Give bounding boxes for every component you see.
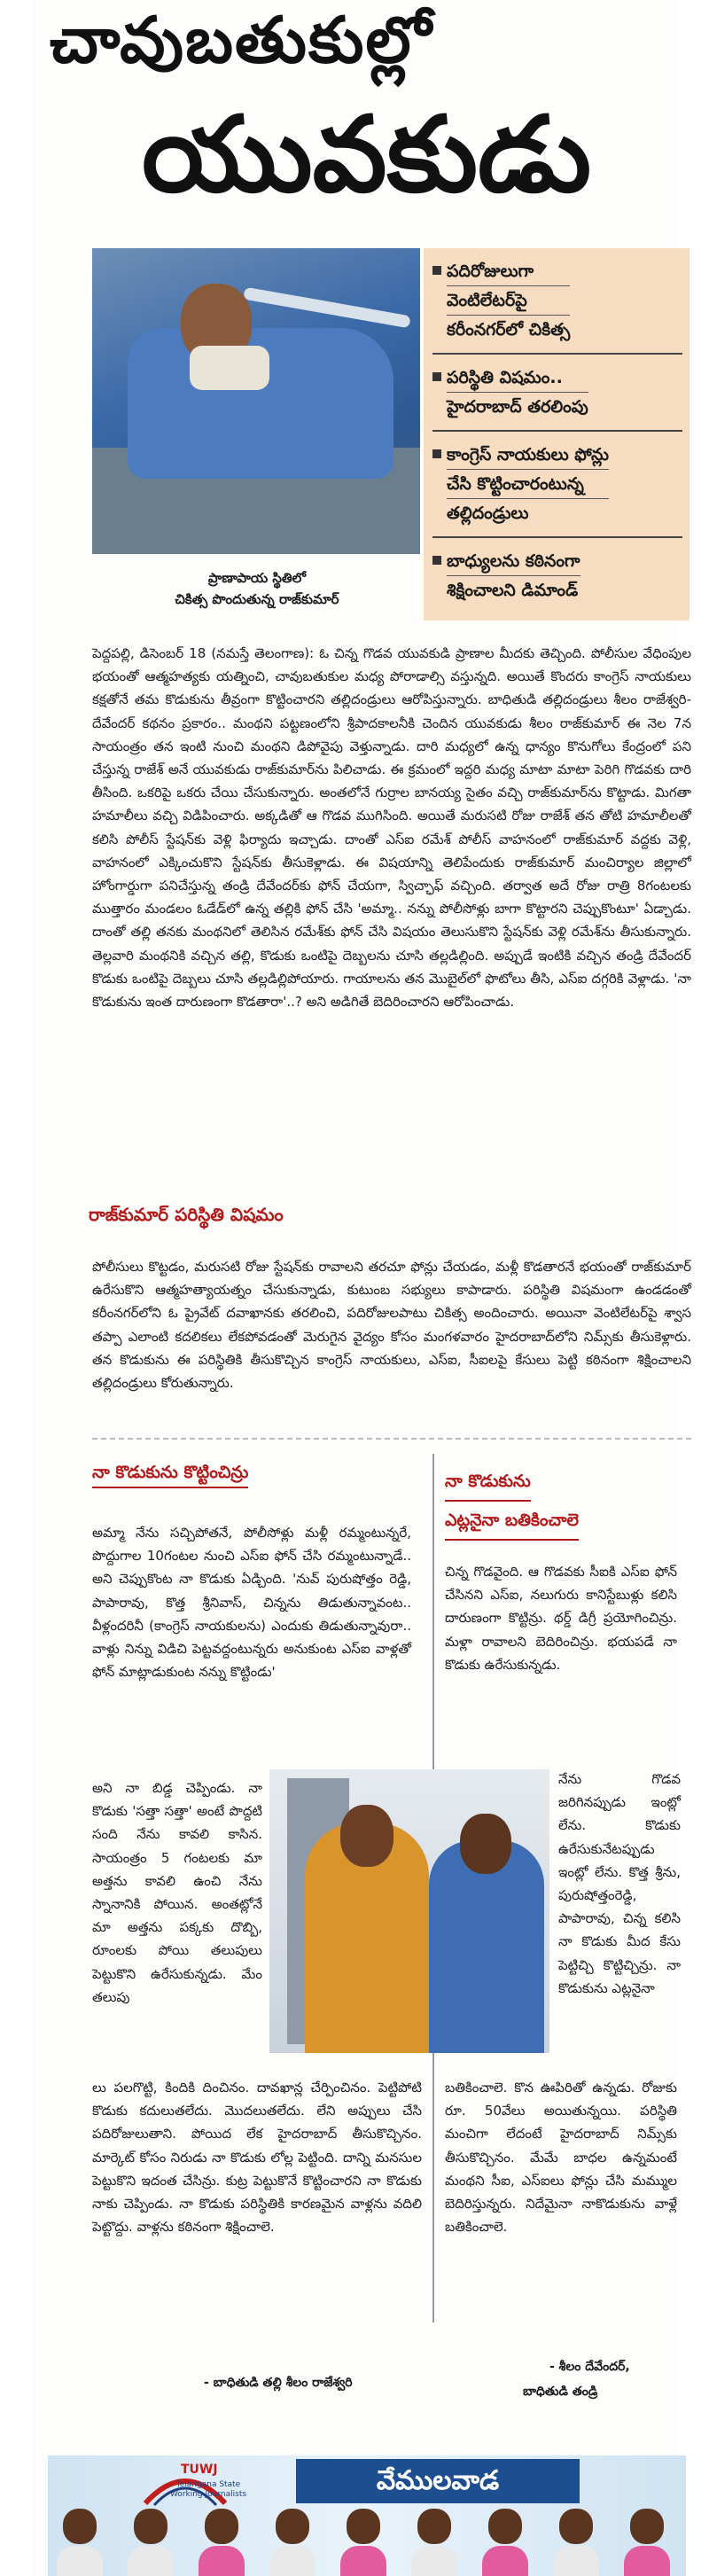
mother-signature: - బాధితుడి తల్లి శీలం రాజేశ్వరి: [204, 2376, 353, 2390]
patient-photo: [92, 248, 420, 554]
divider: [432, 353, 682, 355]
father-signature-role: బాధితుడి తండ్రి: [523, 2385, 598, 2399]
highlight-line: పరిస్థితి విషమం..: [447, 363, 588, 393]
footer-banner: [48, 2455, 686, 2576]
highlight-item: [432, 441, 682, 527]
highlight-item: [432, 547, 682, 605]
highlights-box: [424, 248, 690, 621]
mother-quote-text-mid: అని నా బిడ్డ చెప్పిండు. నా కొడుకు 'సత్తా సత్తా' అంటే పొద్దటి సంది నేను కావలి కాసిన. సాయంత్రం 5 గంటలకు మా అత్తను కావలి ఉంచి నేను స్నానానికి పోయిన. అంతట్లోనే మా అత్తను పక్కకు దొబ్బి, రూంలకు పోయి తలుపులు పెట్టుకొని ఉరేసుకున్నడు. మేం తలుపు: [92, 1780, 262, 2005]
person: [624, 2509, 670, 2576]
bullet-square-icon: [432, 449, 441, 458]
photo-caption-line-2: చికిత్స పొందుతున్న రాజ్‌కుమార్: [175, 591, 339, 607]
photo-caption: [124, 567, 390, 610]
father-quote-heading-line: నా కొడుకును: [445, 1463, 531, 1502]
article-body-second: పోలీసులు కొట్టడం, మరుసటి రోజు స్టేషన్‌కు రావాలని తరచూ ఫోన్లు చేయడం, మళ్లీ కొడతారనే భయంతో రాజ్‌కుమార్ ఉరేసుకొని ఆత్మహత్యాయత్నం చేసుకున్నాడు, కుటుంబ సభ్యులు కాపాడారు. పరిస్థితి విషమంగా ఉండడంతో కరీంనగర్‌లోని ఓ ప్రైవేట్ దవాఖానకు తరలించి, పదిరోజులపాటు చికిత్స అందించారు. అయినా వెంటిలేటర్‌పై శ్వాస తప్పా ఎలాంటి కదలికలు లేకపోవడంతో మెరుగైన వైద్యం కోసం మంగళవారం హైదరాబాద్‌లోని నిమ్స్‌కు తీసుకెళ్లారు. తన కొడుకును ఈ పరిస్థితికి తీసుకొచ్చిన కాంగ్రెస్ నాయకులు, ఎస్ఐ, సీఐలపై కేసులు పెట్టి కఠినంగా శిక్షించాలని తల్లిదండ్రులు కోరుతున్నారు.: [92, 1259, 691, 1392]
father-quote-heading: [445, 1463, 675, 1541]
highlight-line: కరీంనగర్‌లో చికిత్స: [447, 320, 571, 340]
person: [199, 2509, 245, 2576]
highlight-line: వెంటిలేటర్‌పై: [447, 286, 570, 316]
tuwj-label: TUWJ: [181, 2463, 218, 2477]
father-quote-text-bottom: బతికించాలె. కొన ఊపిరితో ఉన్నడు. రోజుకు రూ. 50వేలు అయితున్నయి. పరిస్థితి మంచిగా లేదంటే హైదరాబాద్ నిమ్స్‌కు తీసుకొచ్చినం. మేమే బాధల ఉన్నమంటే మంథని సీఐ, ఎస్ఐలు ఫోన్లు చేసి మమ్ముల బెదిరిస్తున్నరు. నిదేమైనా నాకొడుకును వాళ్లే బతికించాలె.: [445, 2080, 677, 2236]
divider: [432, 536, 682, 538]
headline-line-1: చావుబతుకుల్లో: [50, 3, 433, 77]
highlight-item: [432, 363, 682, 421]
person: [340, 2509, 386, 2576]
highlight-line: బాధ్యులను కఠినంగా: [447, 547, 580, 576]
father-signature-name: - శీలం దేవేందర్,: [549, 2360, 630, 2374]
parents-photo: [269, 1769, 549, 2053]
headline-line-2: యువకుడు: [142, 93, 592, 215]
highlight-line: పదిరోజులుగా: [447, 257, 570, 286]
divider: [432, 430, 682, 432]
bullet-square-icon: [432, 266, 441, 275]
highlight-line: కాంగ్రెస్ నాయకులు ఫోన్లు: [447, 441, 609, 470]
father-quote-heading-line: ఎట్లనైనా బతికించాలె: [445, 1502, 579, 1541]
person: [128, 2509, 174, 2576]
person: [411, 2509, 457, 2576]
tuwj-subtitle: Telangana State Working Journalists: [169, 2480, 247, 2499]
highlight-item: [432, 257, 682, 344]
father-quote-text-top: చిన్న గొడవైంది. ఆ గొడవకు సీఐకి ఎస్ఐ ఫోన్ చేసినని ఎస్ఐ, నలుగురు కానిస్టేబుళ్లు కలిసి దారుణంగా కొట్టిన్రు. థర్డ్ డిగ్రీ ప్రయోగించిన్రు. మళ్లా రావాలని బెదిరించిన్రు. భయపడే నా కొడుకు ఉరేసుకున్నడు.: [445, 1564, 677, 1673]
person: [553, 2509, 599, 2576]
highlight-line: హైదరాబాద్ తరలింపు: [447, 397, 588, 417]
person: [482, 2509, 528, 2576]
subheading: రాజ్‌కుమార్ పరిస్థితి విషమం: [89, 1204, 284, 1225]
article-body-intro: పెద్దపల్లి, డిసెంబర్ 18 (నమస్తే తెలంగాణ): ఓ చిన్న గొడవ యువకుడి ప్రాణాల మీదకు తెచ్చింది. పోలీసుల వేధింపుల భయంతో ఆత్మహత్యకు యత్నించి, చావుబతుకుల మధ్య పోరాడాల్సి వస్తున్నది. అయితే కొందరు కాంగ్రెస్ నాయకులు కక్షతోనే తమ కొడుకును తీవ్రంగా కొట్టించారని తల్లిదండ్రులు ఆరోపిస్తున్నారు. బాధితుడి తల్లిదండ్రులు శీలం రాజేశ్వరి-దేవేందర్ కథనం ప్రకారం.. మంథని పట్టణంలోని శ్రీపాదకాలనీకి చెందిన యువకుడు శీలం రాజ్‌కుమార్ ఈ నెల 7న సాయంత్రం తన ఇంటి నుంచి మంథని డిపోవైపు వెళ్తున్నాడు. దారి మధ్యలో ఉన్న ధాన్యం కొనుగోలు కేంద్రంలో పని చేస్తున్న రాజేశ్ అనే యువకుడు రాజ్‌కుమార్‌ను పిలిచాడు. ఈ క్రమంలో ఇద్దరి మధ్య మాటా మాటా పెరిగి గొడవకు దారి తీసింది. ఒకరిపై ఒకరు చేయి చేసుకున్నారు. అంతలోనే గుర్రాల బానయ్య సైతం వచ్చి రాజ్‌కుమార్‌ను కొట్టాడు. మిగతా హమాలీలు వచ్చి విడిపించారు. అక్కడితో ఆ గొడవ ముగిసింది. అయితే మరుసటి రోజు రాజేశ్ తన తోటి హమాలీలతో కలిసి పోలీస్ స్టేషన్‌కు వెళ్లి ఫిర్యాదు ఇచ్చాడు. దాంతో ఎస్ఐ రమేశ్ పోలీస్ వాహనంలో రాజ్‌కుమార్ వద్దకు వెళ్లి, వాహనంలో ఎక్కించుకొని స్టేషన్‌కు తీసుకెళ్లాడు. ఈ విషయాన్ని తెలిపేందుకు రాజ్‌కుమార్ మంచిర్యాల జిల్లాలో హోంగార్డుగా పనిచేస్తున్న తండ్రి దేవేందర్‌కు ఫోన్ చేయగా, స్విచ్ఛాఫ్ వచ్చింది. తర్వాత అదే రోజు రాత్రి 8గంటలకు ముత్తారం మండలం ఓడేడ్‌లో ఉన్న తల్లికి ఫోన్ చేసి 'అమ్మా.. నన్ను పోలీసోళ్లు బాగా కొట్టారని చెప్పుకొంటూ' ఏడ్చాడు. దాంతో తల్లి తనకు మంథనిలో తెలిసిన రమేశ్‌కు ఫోన్ చేసి విషయం తెలుసుకొని స్టేషన్‌కు వెళ్లి రమేశ్‌ను తీసుకున్నారు. తెల్లవారి మంథనికి వచ్చిన తల్లి, కొడుకు ఒంటిపై దెబ్బలను చూసి తల్లడిల్లింది. అప్పుడే ఇంటికి వచ్చిన తండ్రి దేవేందర్ కొడుకు ఒంటిపై దెబ్బలు చూసి తల్లడిల్లిపోయారు. గాయాలను తన మొబైల్‌లో ఫొటోలు తీసి, ఎస్ఐ దగ్గరికి వెళ్లాడు. 'నా కొడుకును ఇంత దారుణంగా కొడతారా'..? అని అడిగితే బెదిరించారని ఆరోపించాడు.: [92, 645, 691, 1011]
bullet-square-icon: [432, 372, 441, 381]
photo-caption-line-1: ప్రాణాపాయ స్థితిలో: [207, 570, 307, 586]
vemulawada-banner: వేములవాడ: [296, 2459, 580, 2503]
highlight-line: చేసి కొట్టించారంటున్న: [447, 470, 609, 499]
group-photo: [48, 2509, 686, 2576]
bullet-square-icon: [432, 556, 441, 565]
person: [57, 2509, 103, 2576]
mother-quote-heading: నా కొడుకును కొట్టించిన్రు: [92, 1463, 248, 1488]
father-quote-text-mid: నేను గొడవ జరిగినప్పుడు ఇంట్లో లేను. కొడుకు ఉరేసుకునేటప్పుడు ఇంట్లో లేను. కొత్త శ్రీను, పురుషోత్తంరెడ్డి, పాపారావు, చిన్న కలిసి నా కొడుకు మీద కేసు పెట్టిచ్చి కొట్టిచ్చిన్రు. నా కొడుకును ఎట్లనైనా: [558, 1771, 681, 1996]
highlight-line: తల్లిదండ్రులు: [447, 503, 529, 523]
mother-quote-text-top: అమ్మా నేను సచ్చిపోతనే, పోలీసోళ్లు మళ్లీ రమ్మంటున్నరే, పొద్దుగాల 10గంటల నుంచి ఎస్ఐ ఫోన్ చేసి రమ్మంటున్నాడే.. అని చెప్పుకొంట నా కొడుకు ఏడ్చింది. 'నువ్ పురుషోత్తం రెడ్డి, పాపారావు, కొత్త శ్రీనివాస్, చిన్నను తిడుతున్నావంట.. వీళ్లందరినీ (కాంగ్రెస్ నాయకులను) ఎందుకు తిడుతున్నావురా.. వాళ్లు నిన్ను విడిచి పెట్టవద్దంటున్నరు అనుకుంట ఎస్ఐ వాళ్లతో ఫోన్ మాట్లాడుకుంట నన్ను కొట్టిండు': [92, 1525, 411, 1681]
highlight-line: శిక్షించాలని డిమాండ్: [447, 581, 579, 600]
person: [269, 2509, 316, 2576]
mother-quote-text-bottom: లు పలగొట్టి, కిందికి దించినం. దావఖాన్ల చేర్పించినం. పెట్టిపోటి కొడుకు కదులుతలేదు. మొదలుతలేదు. లేని అప్పులు చేసి పదిరోజులుతాని. పోయిద లేక హైదరాబాద్ తీసుకొచ్చినం. మార్కెట్ కోసం నిరుడు నా కొడుకు లోల్ల పెట్టింది. దాన్ని మనసుల పెట్టుకొని ఇదంత చేసిన్రు. కుట్ర పెట్టుకొనే కొట్టించారని నా కొడుకు నాకు చెప్పిండు. నా కొడుకు పరిస్థితికి కారణమైన వాళ్లను వదిలి పెట్టొద్దు. వాళ్లను కఠినంగా శిక్షించాలె.: [92, 2080, 422, 2236]
